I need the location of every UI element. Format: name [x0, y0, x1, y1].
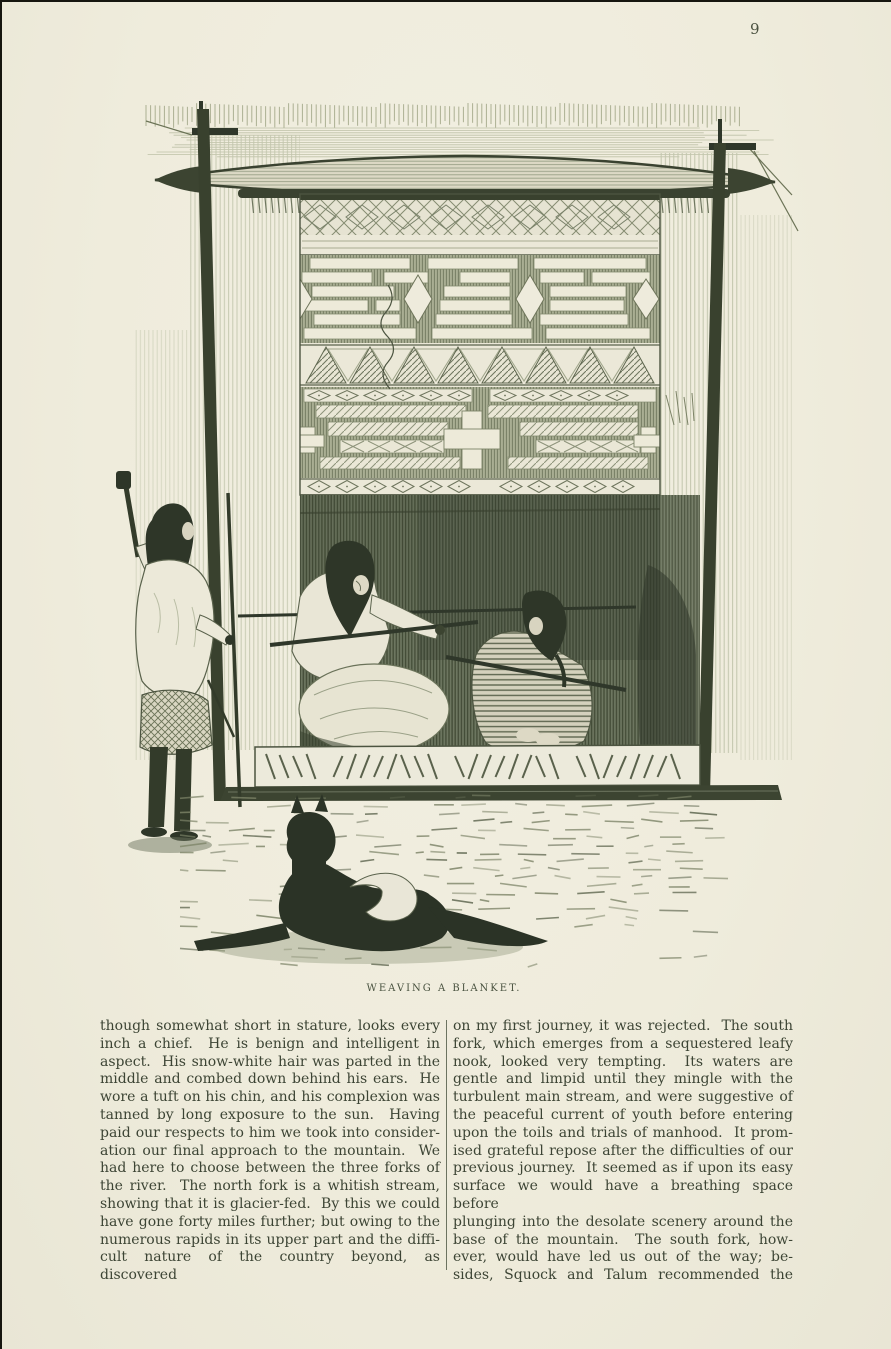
- text-line: surface we would have a breathing space before: [453, 1178, 798, 1212]
- text-line: though somewhat short in stature, looks every: [100, 1018, 440, 1034]
- text-line: the peaceful current of youth before entering: [453, 1106, 793, 1123]
- text-line: ised grateful repose after the difficulties of our: [453, 1142, 793, 1159]
- scan-edge-left: [0, 0, 2, 1349]
- text-line: ation our final approach to the mountain. We: [100, 1142, 440, 1159]
- loom-bottom: [220, 745, 782, 801]
- text-column-left: [100, 1018, 445, 1285]
- woven-blanket: [300, 194, 694, 495]
- text-line: the river. The north fork is a whitish stream,: [100, 1178, 440, 1195]
- text-line: ever, would have led us out of the way; be-: [453, 1249, 793, 1266]
- text-line: aspect. His snow-white hair was parted in the: [100, 1053, 440, 1070]
- column-divider: [446, 1020, 447, 1270]
- text-column-right: [453, 1018, 798, 1285]
- text-line: showing that it is glacier-fed. By this we could: [100, 1195, 440, 1212]
- text-line: inch a chief. He is benign and intelligent in: [100, 1035, 440, 1052]
- text-line: fork, which emerges from a sequestered leafy: [453, 1035, 793, 1052]
- engraving-image: [88, 95, 800, 977]
- text-line: gentle and limpid until they mingle with the: [453, 1071, 793, 1088]
- text-line: had here to choose between the three forks of: [100, 1160, 440, 1177]
- text-line: upon the toils and trials of manhood. It prom-: [453, 1124, 793, 1141]
- text-line: have gone forty miles further; but owing to the: [100, 1213, 440, 1230]
- text-line: sides, Squock and Talum recommended the: [453, 1267, 793, 1284]
- text-line: turbulent main stream, and were suggestive of: [453, 1089, 793, 1106]
- text-line: nook, looked very tempting. Its waters are: [453, 1053, 793, 1070]
- lattice-band: [300, 200, 660, 235]
- text-line: middle and combed down behind his ears. He: [100, 1071, 440, 1088]
- engraving-caption: WEAVING A BLANKET.: [366, 983, 522, 994]
- body-text: [100, 1018, 798, 1285]
- page-number: 9: [750, 20, 760, 38]
- engraving-weaving-a-blanket: [88, 95, 800, 994]
- woven-start-band: [255, 745, 700, 787]
- text-line: plunging into the desolate scenery around the: [453, 1213, 793, 1230]
- text-line: tanned by long exposure to the sun. Having: [100, 1106, 440, 1123]
- standing-figure-skirt: [140, 690, 212, 754]
- scan-edge-top: [0, 0, 891, 2]
- text-line: paid our respects to him we took into consider-: [100, 1124, 440, 1141]
- text-line: wore a tuft on his chin, and his complexion was: [100, 1089, 440, 1106]
- text-line: base of the mountain. The south fork, how-: [453, 1231, 793, 1248]
- text-line: numerous rapids in its upper part and the diffi-: [100, 1231, 440, 1248]
- dog: [194, 794, 548, 964]
- text-line: previous journey. It seemed as if upon its easy: [453, 1160, 793, 1177]
- text-line: on my first journey, it was rejected. The south: [453, 1018, 793, 1034]
- text-line: cult nature of the country beyond, as discovered: [100, 1249, 445, 1284]
